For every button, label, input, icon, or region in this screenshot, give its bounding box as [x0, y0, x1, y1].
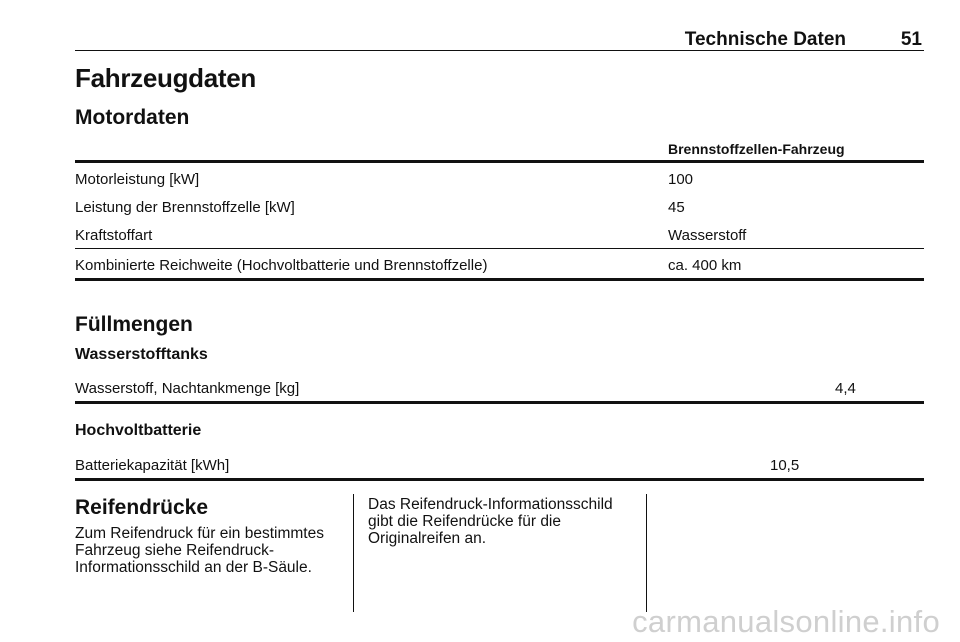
- watermark: carmanualsonline.info: [632, 604, 940, 639]
- row-value-reichweite: ca. 400 km: [668, 257, 742, 274]
- wasserstoff-label: Wasserstoff, Nachtankmenge [kg]: [75, 380, 300, 397]
- row-label-motorleistung: Motorleistung [kW]: [75, 171, 200, 188]
- fuellmengen-heading: Füllmengen: [75, 313, 193, 336]
- table-row-divider: [75, 248, 924, 249]
- column-header: Brennstoffzellen-Fahrzeug: [668, 141, 845, 157]
- table-rule-top: [75, 160, 924, 163]
- row-label-brennstoffzelle: Leistung der Brennstoffzelle [kW]: [75, 199, 295, 216]
- reifendruecke-text-1: Zum Reifendruck für ein bestimmtes Fahrzeug siehe Reifendruck-Informationsschild an der B-Säule.: [75, 525, 324, 576]
- table-rule-bottom: [75, 278, 924, 281]
- reifendruecke-text-2: Das Reifendruck-Informationsschild gibt die Reifendrücke für die Originalreifen an.: [368, 496, 613, 547]
- page-title: Fahrzeugdaten: [75, 63, 257, 93]
- page-number: 51: [900, 29, 922, 50]
- row-label-reichweite: Kombinierte Reichweite (Hochvoltbatterie und Brennstoffzelle): [75, 257, 488, 274]
- reifendruecke-heading: Reifendrücke: [75, 496, 209, 519]
- batterie-rule: [75, 478, 924, 481]
- wasserstofftanks-heading: Wasserstofftanks: [75, 346, 208, 363]
- hochvoltbatterie-heading: Hochvoltbatterie: [75, 422, 202, 439]
- row-label-kraftstoffart: Kraftstoffart: [75, 227, 153, 244]
- header-rule: [75, 50, 924, 51]
- page-header-title: Technische Daten: [684, 29, 846, 50]
- row-value-motorleistung: 100: [668, 171, 694, 188]
- column-divider-1: [353, 494, 354, 612]
- row-value-brennstoffzelle: 45: [668, 199, 685, 216]
- wasserstoff-value: 4,4: [835, 380, 856, 397]
- wasserstoff-rule: [75, 401, 924, 404]
- column-divider-2: [646, 494, 647, 612]
- row-value-kraftstoffart: Wasserstoff: [668, 227, 747, 244]
- batterie-value: 10,5: [770, 457, 800, 474]
- batterie-label: Batteriekapazität [kWh]: [75, 457, 230, 474]
- motordaten-heading: Motordaten: [75, 106, 190, 129]
